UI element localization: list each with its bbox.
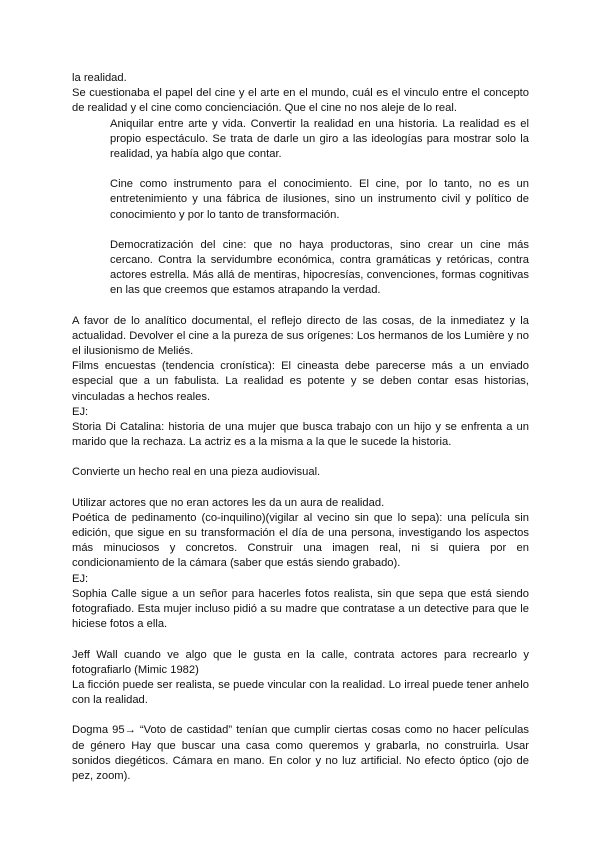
paragraph: Democratización del cine: que no haya productoras, sino crear un cine más cercano. Contra la servidumbre económica, contra gramáticas y retóricas, contra actores estrella. Más allá de mentiras, hipocresías, convenciones, formas cognitivas en las que creemos que estamos atrapando la verdad. bbox=[110, 238, 529, 297]
paragraph-spacer bbox=[72, 162, 529, 177]
paragraph: Films encuestas (tendencia cronística): El cineasta debe parecerse más a un enviado especial que a un fabulista. La realidad es potente y se deben contar esas historias, vinculadas a hechos reales. bbox=[72, 360, 529, 403]
paragraph-spacer bbox=[72, 299, 529, 314]
paragraph: Storia Di Catalina: historia de una mujer que busca trabajo con un hijo y se enfrenta a un marido que la rechaza. La actriz es a la misma a la que le sucede la historia. bbox=[72, 421, 529, 449]
paragraph: A favor de lo analítico documental, el reflejo directo de las cosas, de la inmediatez y la actualidad. Devolver el cine a la pureza de sus orígenes: Los hermanos de los Lumière y no el ilusionismo de Meliés. bbox=[72, 314, 529, 358]
paragraph-spacer bbox=[72, 481, 529, 496]
paragraph-spacer bbox=[72, 708, 529, 723]
paragraph: Utilizar actores que no eran actores les da un aura de realidad. bbox=[72, 496, 385, 509]
paragraph-spacer bbox=[72, 633, 529, 648]
paragraph: la realidad. bbox=[72, 72, 127, 84]
paragraph: Jeff Wall cuando ve algo que le gusta en la calle, contrata actores para recrearlo y fotografiarlo (Mimic 1982) bbox=[72, 648, 529, 676]
paragraph: Sophia Calle sigue a un señor para hacerles fotos realista, sin que sepa que está siendo fotografiado. Esta mujer incluso pidió a su madre que contratase a un detective para que le hiciese fotos a ella. bbox=[72, 587, 529, 631]
paragraph-spacer bbox=[72, 450, 529, 465]
paragraph: Aniquilar entre arte y vida. Convertir la realidad en una historia. La realidad es el propio espectáculo. Se trata de darle un giro a las ideologías para mostrar solo la realidad, ya había algo que contar. bbox=[110, 117, 529, 161]
paragraph: Dogma 95→ “Voto de castidad” tenían que cumplir ciertas cosas como no hacer películas de género Hay que buscar una casa como queremos y grabarla, no construirla. Usar sonidos diegéticos. Cámara en mano. En color y no luz artificial. No efecto óptico (ojo de pez, zoom). bbox=[72, 724, 529, 782]
paragraph: EJ: bbox=[72, 405, 89, 418]
paragraph: Poética de pedinamento (co-inquilino)(vigilar al vecino sin que lo sepa): una película sin edición, que sigue en su transformación el día de una persona, investigando los aspectos más minuciosos y concretos. Construir una imagen real, ni si quiera por en condicionamiento de la cámara (saber que estás siendo grabado). bbox=[72, 511, 529, 570]
paragraph: EJ: bbox=[72, 572, 89, 585]
paragraph: Cine como instrumento para el conocimiento. El cine, por lo tanto, no es un entretenimiento y una fábrica de ilusiones, sino un instrumento civil y político de conocimiento y por lo tanto de transformación. bbox=[110, 178, 529, 221]
paragraph: Se cuestionaba el papel del cine y el arte en el mundo, cuál es el vinculo entre el concepto de realidad y el cine como concienciación. Que el cine no nos aleje de lo real. bbox=[72, 87, 529, 115]
paragraph-spacer bbox=[72, 223, 529, 238]
paragraph: La ficción puede ser realista, se puede vincular con la realidad. Lo irreal puede tener anhelo con la realidad. bbox=[72, 678, 529, 707]
document-body bbox=[72, 71, 529, 784]
paragraph: Convierte un hecho real en una pieza audiovisual. bbox=[72, 466, 321, 479]
